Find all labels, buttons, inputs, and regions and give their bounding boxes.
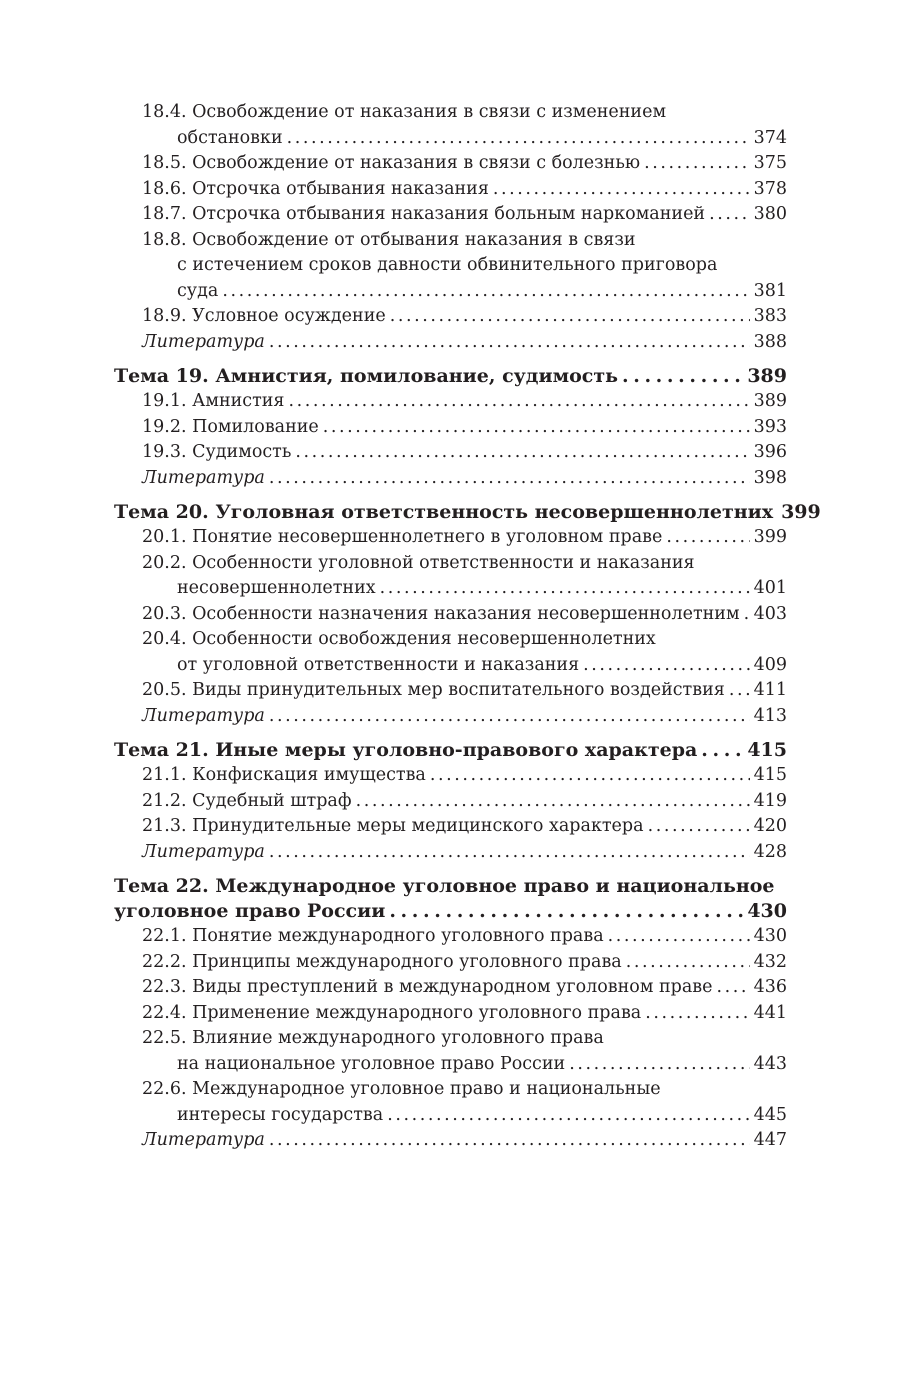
toc-literature-entry[interactable] (114, 330, 787, 356)
toc-subsection-entry[interactable] (114, 415, 787, 441)
toc-page-number: 419 (753, 790, 787, 811)
toc-subsection-entry[interactable] (114, 1077, 787, 1128)
dot-leader (323, 415, 750, 441)
toc-entry-line: 18.4. Освобождение от наказания в связи с изменением (142, 102, 667, 122)
toc-entry-title: 22.1. Понятие международного уголовного права (142, 926, 604, 946)
dot-leader (387, 1103, 749, 1129)
toc-page-number: 415 (753, 765, 787, 785)
toc-page-number: 389 (753, 391, 787, 411)
toc-page-number: 393 (753, 416, 787, 437)
toc-literature-entry[interactable] (114, 466, 787, 492)
toc-subsection-entry[interactable] (114, 950, 787, 976)
toc-entry-line: Тема 22. Международное уголовное право и национальное (114, 875, 775, 897)
dot-leader (622, 364, 743, 389)
toc-subsection-entry[interactable] (114, 100, 787, 151)
dot-leader (430, 763, 750, 789)
toc-entry-line: 22.5. Влияние международного уголовного права (142, 1028, 604, 1048)
toc-subsection-entry[interactable] (114, 202, 787, 228)
dot-leader (269, 1128, 750, 1154)
dot-leader (717, 975, 750, 1001)
toc-subsection-entry[interactable] (114, 763, 787, 789)
toc-entry-line: с истечением сроков давности обвинительного приговора (177, 255, 718, 275)
toc-subsection-entry[interactable] (114, 151, 787, 177)
toc-entry-title: Литература (142, 841, 265, 862)
dot-leader (295, 440, 749, 466)
toc-entry-line: 20.2. Особенности уголовной ответственности и наказания (142, 552, 695, 573)
toc-entry-line: 20.4. Особенности освобождения несовершеннолетних (142, 629, 656, 649)
toc-theme-entry[interactable] (114, 738, 787, 763)
toc-theme-entry[interactable] (114, 874, 787, 924)
toc-subsection-entry[interactable] (114, 228, 787, 305)
dot-leader (222, 279, 749, 305)
toc-page-number: 409 (753, 654, 787, 675)
toc-page-number: 445 (753, 1104, 787, 1125)
toc-entry-title: 18.9. Условное осуждение (142, 306, 386, 326)
dot-leader (666, 525, 749, 551)
dot-leader (287, 126, 750, 152)
table-of-contents (114, 100, 821, 1154)
toc-entry-title: 20.5. Виды принудительных мер воспитательного воздействия (142, 680, 725, 700)
toc-page-number: 383 (753, 306, 787, 326)
toc-page-number: 447 (753, 1130, 787, 1150)
dot-leader (269, 330, 750, 356)
toc-subsection-entry[interactable] (114, 814, 787, 840)
dot-leader (356, 789, 750, 815)
toc-entry-title: 21.3. Принудительные меры медицинского характера (142, 816, 644, 836)
toc-entry-title: 18.7. Отсрочка отбывания наказания больным наркоманией (142, 204, 706, 224)
toc-page-number: 436 (753, 977, 787, 997)
dot-leader (389, 899, 743, 924)
toc-page-number: 378 (753, 178, 787, 199)
toc-subsection-entry[interactable] (114, 177, 787, 203)
toc-page-number: 420 (753, 816, 787, 836)
toc-entry-line: 18.8. Освобождение от отбывания наказания в связи (142, 229, 636, 250)
toc-page-number: 399 (753, 527, 787, 547)
dot-leader (390, 304, 750, 330)
dot-leader (701, 738, 743, 763)
toc-entry-title: 22.2. Принципы международного уголовного права (142, 951, 622, 972)
toc-page-number: 396 (753, 442, 787, 462)
toc-entry-title: Тема 19. Амнистия, помилование, судимость (114, 365, 618, 387)
toc-theme-entry[interactable] (114, 364, 787, 389)
toc-entry-title: 19.1. Амнистия (142, 391, 285, 411)
dot-leader (493, 177, 750, 203)
dot-leader (645, 1001, 749, 1027)
toc-entry-title: обстановки (177, 127, 283, 148)
toc-subsection-entry[interactable] (114, 304, 787, 330)
dot-leader (269, 840, 750, 866)
toc-page-number: 380 (753, 204, 787, 224)
toc-entry-title: Литература (142, 705, 265, 726)
toc-subsection-entry[interactable] (114, 1026, 787, 1077)
dot-leader (626, 950, 750, 976)
toc-theme-entry[interactable] (114, 500, 821, 525)
dot-leader (648, 814, 750, 840)
toc-page-number: 389 (747, 365, 787, 387)
toc-literature-entry[interactable] (114, 704, 787, 730)
dot-leader (288, 389, 749, 415)
dot-leader (269, 704, 750, 730)
toc-page-number: 381 (753, 280, 787, 301)
toc-page-number: 428 (753, 841, 787, 862)
toc-page-number: 388 (753, 331, 787, 352)
toc-page-number: 401 (753, 578, 787, 598)
toc-entry-title: 18.5. Освобождение от наказания в связи с болезнью (142, 153, 641, 173)
toc-entry-title: 20.3. Особенности назначения наказания несовершеннолетним (142, 603, 740, 624)
toc-page-number: 432 (753, 951, 787, 972)
toc-entry-title: 22.4. Применение международного уголовного права (142, 1002, 642, 1023)
toc-entry-title: уголовное право России (114, 900, 386, 922)
toc-subsection-entry[interactable] (114, 551, 787, 602)
toc-page-number: 399 (781, 501, 821, 523)
toc-entry-title: Литература (142, 467, 265, 488)
dot-leader (729, 678, 750, 704)
toc-entry-title: Тема 21. Иные меры уголовно-правового характера (114, 739, 698, 761)
toc-entry-title: Литература (142, 331, 265, 352)
toc-subsection-entry[interactable] (114, 440, 787, 466)
toc-entry-title: 18.6. Отсрочка отбывания наказания (142, 178, 489, 199)
toc-subsection-entry[interactable] (114, 975, 787, 1001)
toc-entry-title: 20.1. Понятие несовершеннолетнего в уголовном праве (142, 527, 663, 547)
toc-page-number: 430 (747, 900, 787, 922)
dot-leader (709, 202, 750, 228)
toc-page-number: 415 (747, 739, 787, 761)
toc-entry-title: 19.3. Судимость (142, 442, 292, 462)
dot-leader (608, 924, 750, 950)
toc-literature-entry[interactable] (114, 840, 787, 866)
toc-entry-title: Литература (142, 1130, 265, 1150)
toc-subsection-entry[interactable] (114, 627, 787, 678)
toc-page-number: 398 (753, 467, 787, 488)
toc-subsection-entry[interactable] (114, 924, 787, 950)
toc-entry-title: суда (177, 280, 219, 301)
toc-page-number: 374 (753, 127, 787, 148)
toc-entry-title: 21.1. Конфискация имущества (142, 765, 426, 785)
toc-literature-entry[interactable] (114, 1128, 787, 1154)
toc-entry-title: Тема 20. Уголовная ответственность несовершеннолетних (114, 501, 774, 523)
dot-leader (569, 1052, 749, 1078)
dot-leader (269, 466, 750, 492)
toc-subsection-entry[interactable] (114, 678, 787, 704)
toc-entry-title: 22.3. Виды преступлений в международном уголовном праве (142, 977, 713, 997)
toc-page-number: 403 (753, 603, 787, 624)
toc-entry-title: интересы государства (177, 1104, 384, 1125)
toc-entry-title: 19.2. Помилование (142, 416, 319, 437)
toc-page-number: 413 (753, 705, 787, 726)
toc-entry-title: несовершеннолетних (177, 578, 376, 598)
toc-page-number: 441 (753, 1002, 787, 1023)
toc-entry-title: от уголовной ответственности и наказания (177, 654, 580, 675)
toc-page-number: 375 (753, 153, 787, 173)
toc-subsection-entry[interactable] (114, 602, 787, 628)
toc-subsection-entry[interactable] (114, 389, 787, 415)
dot-leader (744, 602, 750, 628)
dot-leader (644, 151, 750, 177)
dot-leader (380, 576, 750, 602)
toc-entry-title: 21.2. Судебный штраф (142, 790, 352, 811)
toc-entry-line: 22.6. Международное уголовное право и национальные (142, 1079, 661, 1099)
toc-entry-title: на национальное уголовное право России (177, 1053, 566, 1074)
toc-subsection-entry[interactable] (114, 1001, 787, 1027)
toc-subsection-entry[interactable] (114, 525, 787, 551)
toc-page-number: 411 (753, 680, 787, 700)
dot-leader (583, 653, 749, 679)
toc-page-number: 443 (753, 1053, 787, 1074)
toc-page-number: 430 (753, 926, 787, 946)
toc-subsection-entry[interactable] (114, 789, 787, 815)
